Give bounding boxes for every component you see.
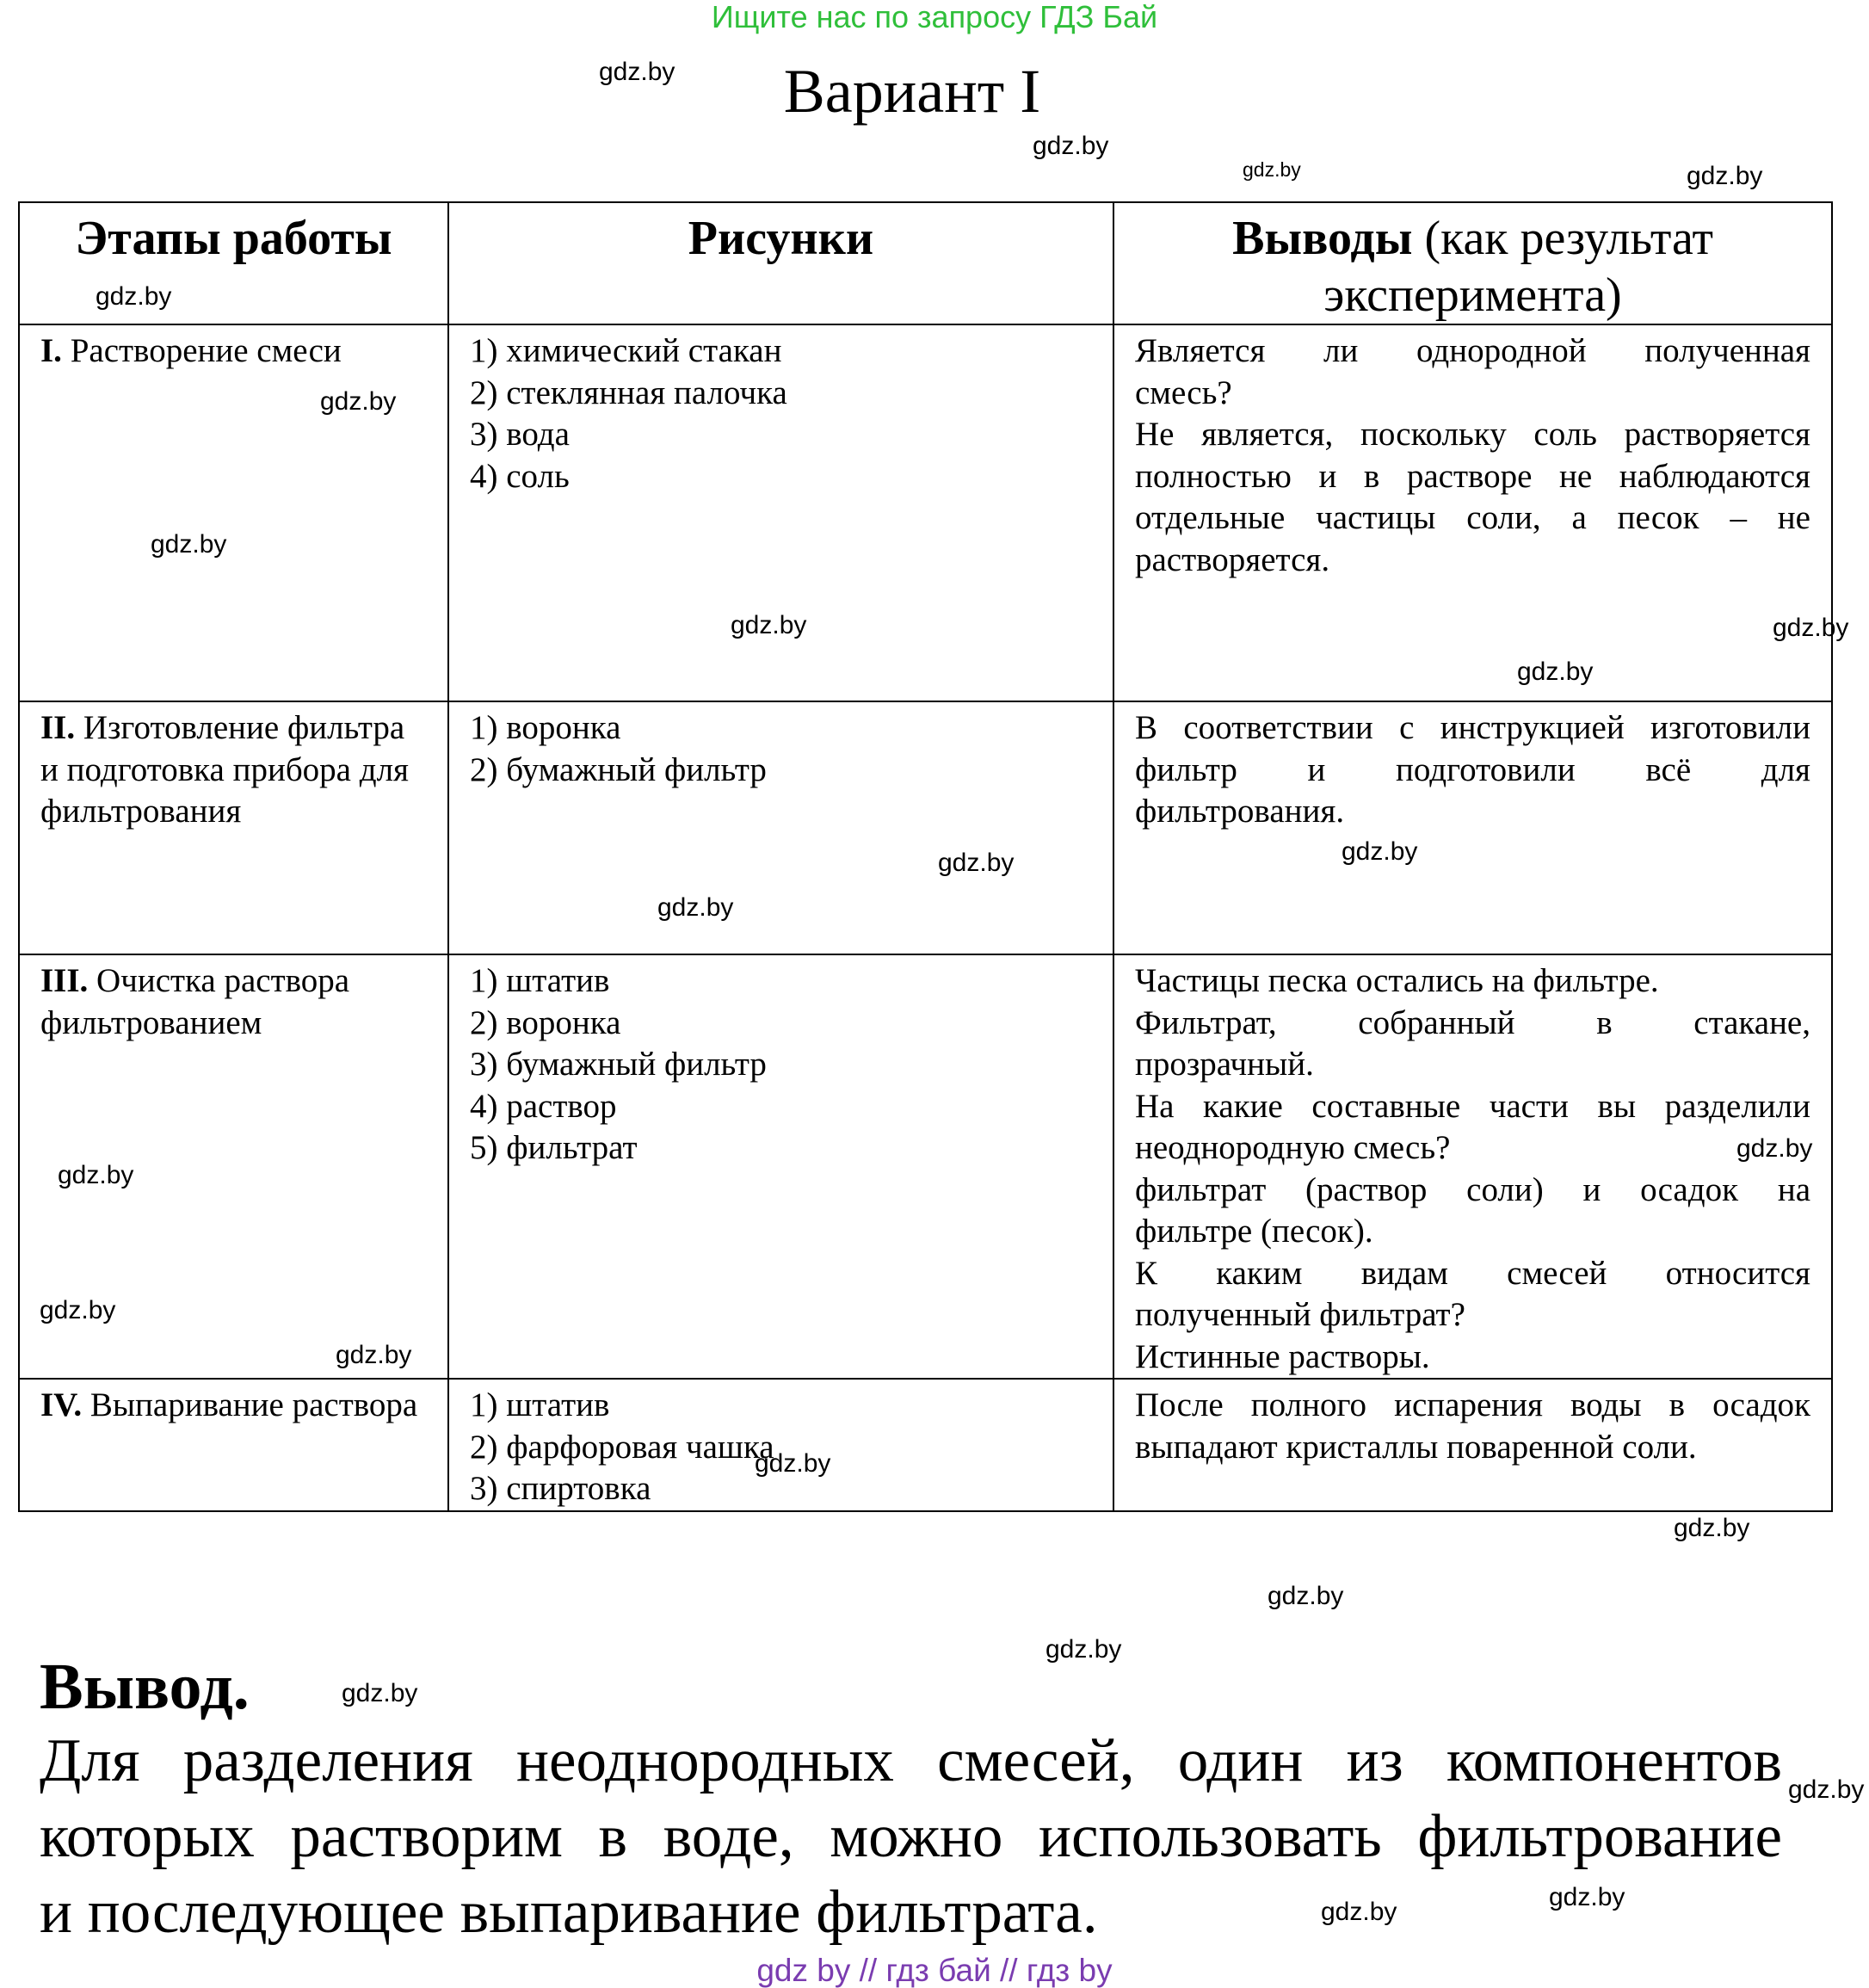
conclusion-line: полностью и в растворе не наблюдаются — [1135, 457, 1810, 495]
watermark: gdz.by — [1243, 158, 1301, 181]
figures-cell — [448, 1379, 1113, 1511]
figure-item: 3) вода — [470, 416, 570, 453]
watermark: gdz.by — [1788, 1775, 1865, 1804]
figure-item: 5) фильтрат — [470, 1129, 638, 1166]
table-row — [19, 1379, 1832, 1511]
watermark: gdz.by — [1687, 162, 1763, 190]
conclusion-line: неоднородную смесь? — [1135, 1129, 1451, 1166]
conclusion-cell — [1113, 324, 1832, 701]
figures-cell — [448, 324, 1113, 701]
watermark: gdz.by — [1517, 658, 1594, 686]
stage-cell — [19, 701, 448, 954]
stage-label: Очистка раствора фильтрованием — [40, 962, 350, 1041]
conclusion-line: которых растворим в воде, можно использовать фильтрование — [40, 1803, 1782, 1870]
conclusion-line: Фильтрат, собранный в стакане, — [1135, 1003, 1810, 1041]
table-row — [19, 701, 1832, 954]
footer-links[interactable]: gdz by // гдз бай // гдз by — [756, 1953, 1113, 1988]
watermark: gdz.by — [1736, 1134, 1813, 1163]
figure-item: 2) стеклянная палочка — [470, 374, 787, 411]
header-stages: Этапы работы — [19, 202, 448, 324]
experiment-table — [18, 201, 1833, 1512]
conclusion-line: отдельные частицы соли, а песок – не — [1135, 499, 1810, 536]
conclusion-line: Не является, поскольку соль растворяется — [1135, 416, 1810, 453]
figure-item: 2) воронка — [470, 1003, 621, 1041]
watermark: gdz.by — [342, 1679, 418, 1707]
figures-cell — [448, 954, 1113, 1379]
stage-number: I. — [40, 332, 62, 369]
conclusion-line: фильтре (песок). — [1135, 1213, 1373, 1250]
conclusion-line: фильтр и подготовили всё для — [1135, 750, 1810, 788]
stage-number: II. — [40, 709, 76, 746]
watermark: gdz.by — [96, 282, 172, 311]
conclusion-line: На какие составные части вы разделили — [1135, 1087, 1810, 1125]
figure-item: 2) фарфоровая чашка — [470, 1428, 774, 1466]
page-title: Вариант I — [783, 57, 1041, 126]
conclusion-line: Для разделения неоднородных смесей, один из компонентов — [40, 1727, 1782, 1794]
table-row — [19, 954, 1832, 1379]
figure-item: 4) соль — [470, 457, 570, 495]
watermark: gdz.by — [657, 893, 734, 922]
watermark: gdz.by — [320, 387, 397, 416]
figure-item: 1) воронка — [470, 709, 621, 746]
table-header-row — [19, 202, 1832, 324]
watermark: gdz.by — [1321, 1898, 1397, 1926]
conclusion-line: К каким видам смесей относится — [1135, 1254, 1810, 1292]
watermark: gdz.by — [755, 1449, 831, 1478]
figure-item: 1) штатив — [470, 962, 610, 999]
top-search-banner: Ищите нас по запросу ГДЗ Бай — [711, 0, 1158, 34]
watermark: gdz.by — [1773, 614, 1849, 642]
header-conclusions: Выводы (как результат эксперимента) — [1113, 202, 1832, 324]
stage-cell — [19, 1379, 448, 1511]
watermark: gdz.by — [336, 1341, 412, 1369]
watermark: gdz.by — [1549, 1883, 1625, 1911]
conclusion-line: фильтрования. — [1135, 793, 1345, 830]
watermark: gdz.by — [1674, 1514, 1750, 1542]
figure-item: 3) спиртовка — [470, 1470, 651, 1507]
conclusion-line: и последующее выпаривание фильтрата. — [40, 1879, 1098, 1946]
figure-item: 3) бумажный фильтр — [470, 1046, 767, 1083]
watermark: gdz.by — [151, 530, 227, 559]
conclusion-line: смесь? — [1135, 374, 1232, 411]
conclusion-line: выпадают кристаллы поваренной соли. — [1135, 1428, 1697, 1466]
stage-label: Выпаривание раствора — [82, 1386, 418, 1423]
table-row — [19, 324, 1832, 701]
stage-number: III. — [40, 962, 89, 999]
watermark: gdz.by — [1033, 132, 1109, 160]
conclusion-line: Истинные растворы. — [1135, 1337, 1430, 1375]
conclusion-line: Частицы песка остались на фильтре. — [1135, 962, 1659, 999]
stage-label: Изготовление фильтра и подготовка прибора для фильтрования — [40, 709, 409, 830]
stage-number: IV. — [40, 1386, 83, 1423]
watermark: gdz.by — [1268, 1582, 1344, 1610]
conclusion-line: В соответствии с инструкцией изготовили — [1135, 709, 1810, 746]
conclusion-line: После полного испарения воды в осадок — [1135, 1386, 1810, 1423]
watermark: gdz.by — [1046, 1635, 1122, 1664]
conclusion-cell — [1113, 701, 1832, 954]
conclusion-line: полученный фильтрат? — [1135, 1296, 1465, 1333]
watermark: gdz.by — [938, 849, 1015, 877]
stage-cell — [19, 324, 448, 701]
conclusion-line: растворяется. — [1135, 540, 1330, 578]
figure-item: 1) штатив — [470, 1386, 610, 1423]
watermark: gdz.by — [599, 58, 675, 86]
figures-cell — [448, 701, 1113, 954]
conclusion-cell — [1113, 1379, 1832, 1511]
conclusion-text — [40, 1723, 1782, 1950]
figure-item: 2) бумажный фильтр — [470, 750, 767, 788]
conclusion-cell — [1113, 954, 1832, 1379]
figure-item: 4) раствор — [470, 1087, 617, 1125]
conclusion-line: прозрачный. — [1135, 1046, 1314, 1083]
conclusion-heading: Вывод. — [40, 1651, 250, 1723]
watermark: gdz.by — [40, 1296, 116, 1324]
watermark: gdz.by — [731, 611, 807, 639]
watermark: gdz.by — [58, 1161, 134, 1189]
conclusion-line: фильтрат (раствор соли) и осадок на — [1135, 1170, 1810, 1208]
stage-label: Растворение смеси — [61, 332, 342, 369]
watermark: gdz.by — [1342, 837, 1418, 866]
figure-item: 1) химический стакан — [470, 332, 782, 369]
header-figures: Рисунки — [448, 202, 1113, 324]
conclusion-line: Является ли однородной полученная — [1135, 332, 1810, 369]
